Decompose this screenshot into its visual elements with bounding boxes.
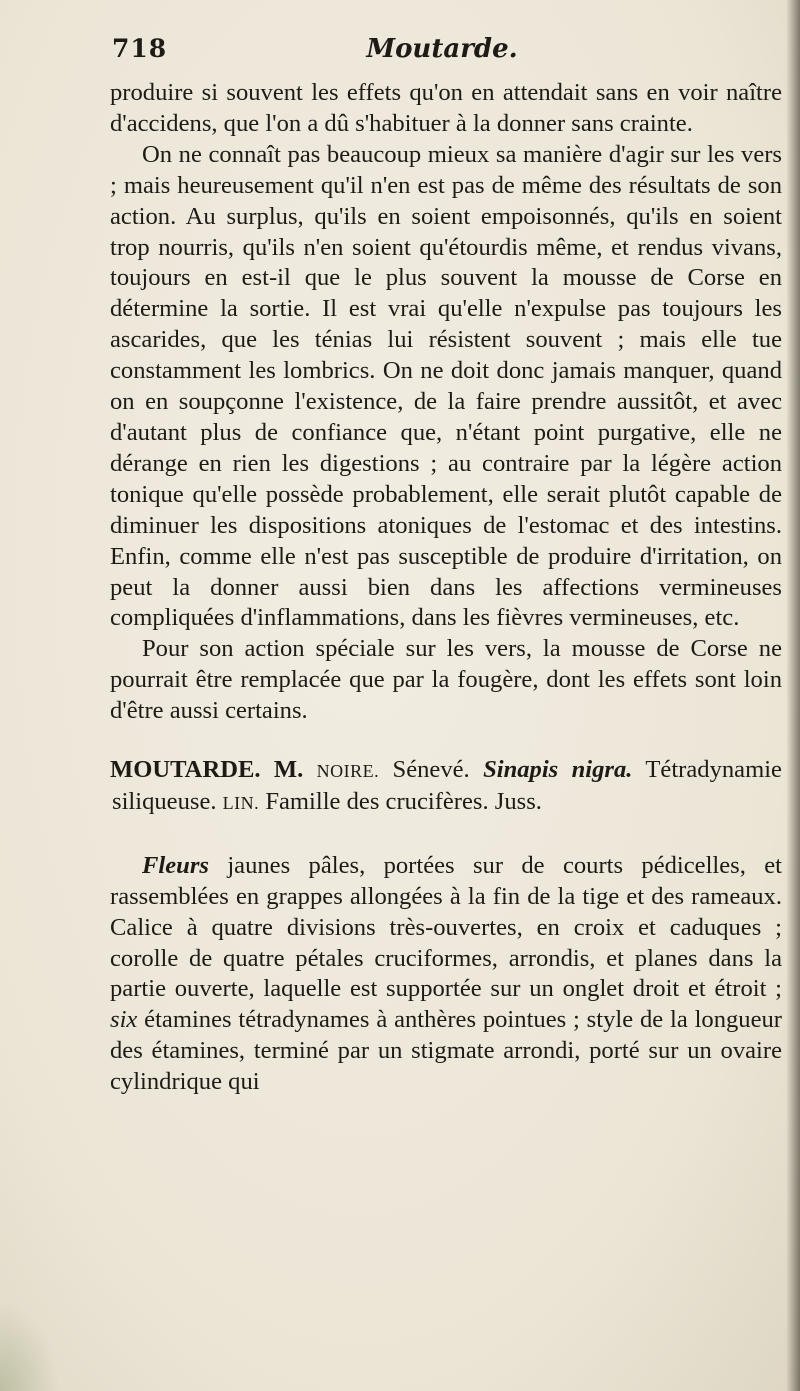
running-title: Moutarde. xyxy=(366,34,518,64)
entry-variety: NOIRE. xyxy=(316,761,380,782)
entry-headword: MOUTARDE. M. xyxy=(110,756,304,784)
entry-heading xyxy=(110,755,782,819)
action-paragraph: On ne connaît pas beaucoup mieux sa manière d'agir sur les vers ; mais heureusement qu'il n'en est pas de même des résultats de son action. Au surplus, qu'ils en soient empoisonnés, qu'ils en soient trop nourris, qu'ils n'en soient qu'étourdis même, et rendus vivans, toujours en est-il que le plus souvent la mousse de Corse en détermine la sortie. Il est vrai qu'elle n'expulse pas toujours les ascarides, que les ténias lui résistent souvent ; mais elle tue constamment les lombrics. On ne doit donc jamais manquer, quand on en soupçonne l'existence, de la faire prendre aussitôt, et avec d'autant plus de confiance que, n'étant point purgative, elle ne dérange en rien les digestions ; au contraire par la légère action tonique qu'elle possède probablement, elle serait plutôt capable de diminuer les dispositions atoniques de l'estomac et des intestins. Enfin, comme elle n'est pas susceptible de produire d'irritation, on peut la donner aussi bien dans les affections vermineuses compliquées d'inflammations, dans les fièvres vermineuses, etc. xyxy=(110,140,782,632)
body-text xyxy=(110,78,782,1098)
entry-common-name: Sénevé. xyxy=(392,756,470,784)
continuation-paragraph: produire si souvent les effets qu'on en attendait sans en voir naître d'accidens, que l'on a dû s'habituer à la donner sans crainte. xyxy=(110,79,782,137)
replacement-paragraph: Pour son action spéciale sur les vers, la mousse de Corse ne pourrait être remplacée que par la fougère, dont les effets sont loin d'être aussi certains. xyxy=(110,635,782,725)
entry-jussieu: Juss. xyxy=(494,787,542,815)
page-stain xyxy=(0,1301,60,1391)
description-lead: Fleurs xyxy=(142,851,209,879)
running-head xyxy=(112,34,772,66)
entry-classification: Tétradynamie siliqueuse. xyxy=(112,756,782,815)
description-stamens-lead: six xyxy=(110,1006,138,1034)
description-text-after: étamines tétradynames à anthères pointues ; style de la longueur des étamines, terminé par un stigmate arrondi, porté sur un ovaire cylindrique qui xyxy=(110,1006,782,1096)
entry-linnaeus: LIN. xyxy=(222,792,260,813)
page-edge-shadow xyxy=(786,0,800,1391)
entry-family: Famille des crucifères. xyxy=(265,787,489,815)
description-paragraph xyxy=(110,851,782,1098)
description-text: jaunes pâles, portées sur de courts pédicelles, et rassemblées en grappes allongées à la fin de la tige et des rameaux. Calice à quatre divisions très-ouvertes, en croix et caduques ; corolle de quatre pétales cruciformes, arrondis, et planes dans la partie ouverte, laquelle est supportée sur un onglet droit et étroit ; xyxy=(110,851,782,1003)
entry-latin-name: Sinapis nigra. xyxy=(483,756,633,784)
page-number: 718 xyxy=(112,34,168,63)
